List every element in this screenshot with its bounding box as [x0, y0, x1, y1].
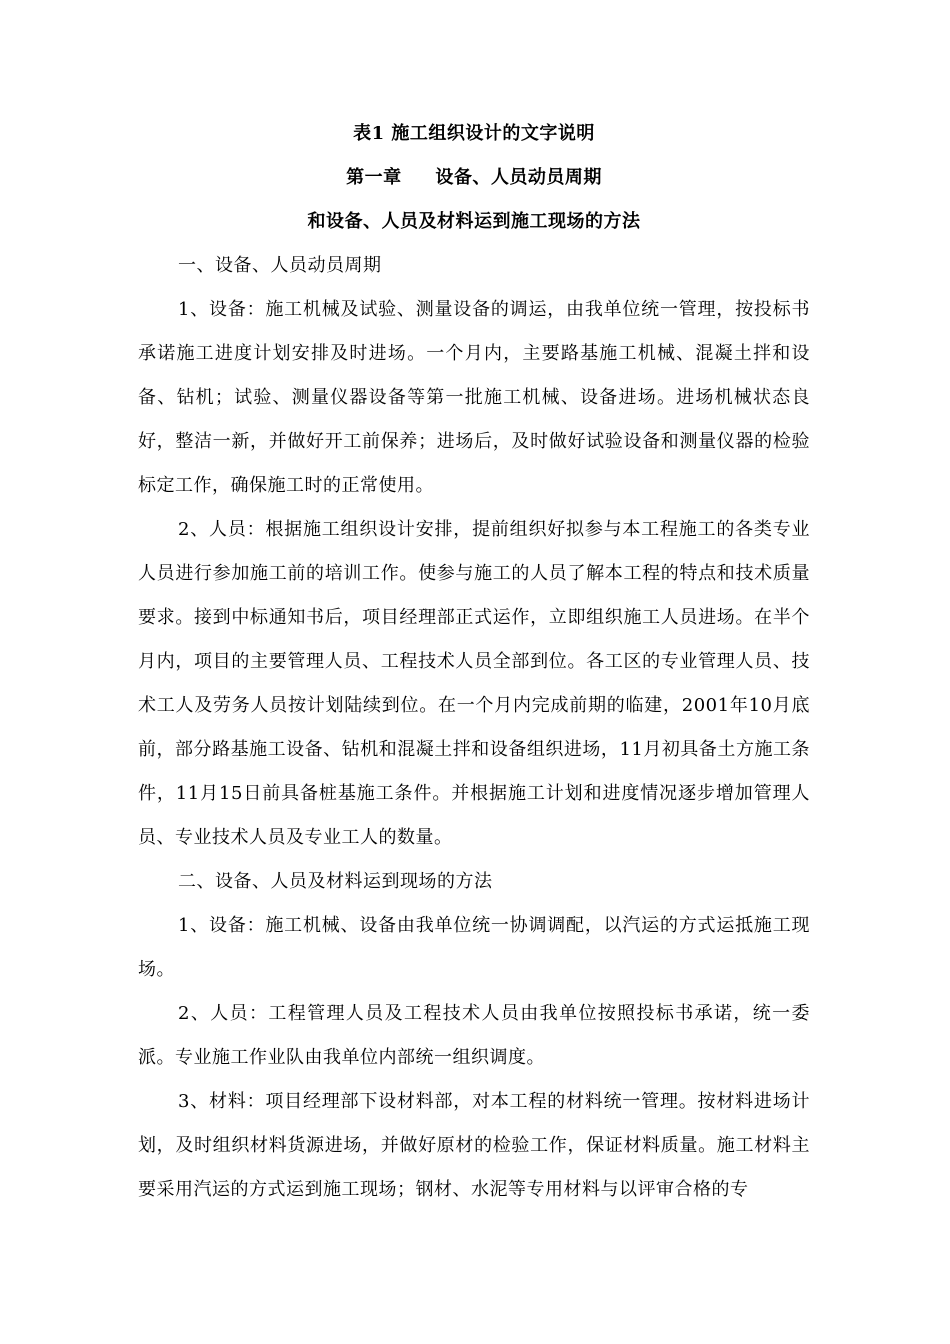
- section-2: [138, 860, 810, 1212]
- paragraph: 1、设备：施工机械、设备由我单位统一协调调配，以汽运的方式运抵施工现场。: [138, 915, 810, 980]
- chapter-title: 第一章 设备、人员动员周期: [346, 167, 602, 188]
- section-heading: 二、设备、人员及材料运到现场的方法: [178, 871, 493, 892]
- paragraph: 3、材料：项目经理部下设材料部，对本工程的材料统一管理。按材料进场计划，及时组织材料货源进场，并做好原材的检验工作，保证材料质量。施工材料主要采用汽运的方式运到施工现场；钢材、水泥等专用材料与以评审合格的专: [138, 1091, 810, 1200]
- section-1: [138, 244, 810, 860]
- paragraph: 2、人员：根据施工组织设计安排，提前组织好拟参与本工程施工的各类专业人员进行参加施工前的培训工作。使参与施工的人员了解本工程的特点和技术质量要求。接到中标通知书后，项目经理部正式运作，立即组织施工人员进场。在半个月内，项目的主要管理人员、工程技术人员全部到位。各工区的专业管理人员、技术工人及劳务人员按计划陆续到位。在一个月内完成前期的临建，2001年10月底前，部分路基施工设备、钻机和混凝土拌和设备组织进场，11月初具备土方施工条件，11月15日前具备桩基施工条件。并根据施工计划和进度情况逐步增加管理人员、专业技术人员及专业工人的数量。: [138, 519, 810, 848]
- document-body: [138, 112, 810, 1212]
- chapter-subtitle: 和设备、人员及材料运到施工现场的方法: [307, 211, 641, 232]
- paragraph: 1、设备：施工机械及试验、测量设备的调运，由我单位统一管理，按投标书承诺施工进度计划安排及时进场。一个月内，主要路基施工机械、混凝土拌和设备、钻机；试验、测量仪器设备等第一批施工机械、设备进场。进场机械状态良好，整洁一新，并做好开工前保养；进场后，及时做好试验设备和测量仪器的检验标定工作，确保施工时的正常使用。: [138, 299, 810, 496]
- section-heading: 一、设备、人员动员周期: [178, 255, 382, 276]
- table-title: 表1 施工组织设计的文字说明: [353, 123, 595, 144]
- paragraph: 2、人员：工程管理人员及工程技术人员由我单位按照投标书承诺，统一委派。专业施工作业队由我单位内部统一组织调度。: [138, 1003, 810, 1068]
